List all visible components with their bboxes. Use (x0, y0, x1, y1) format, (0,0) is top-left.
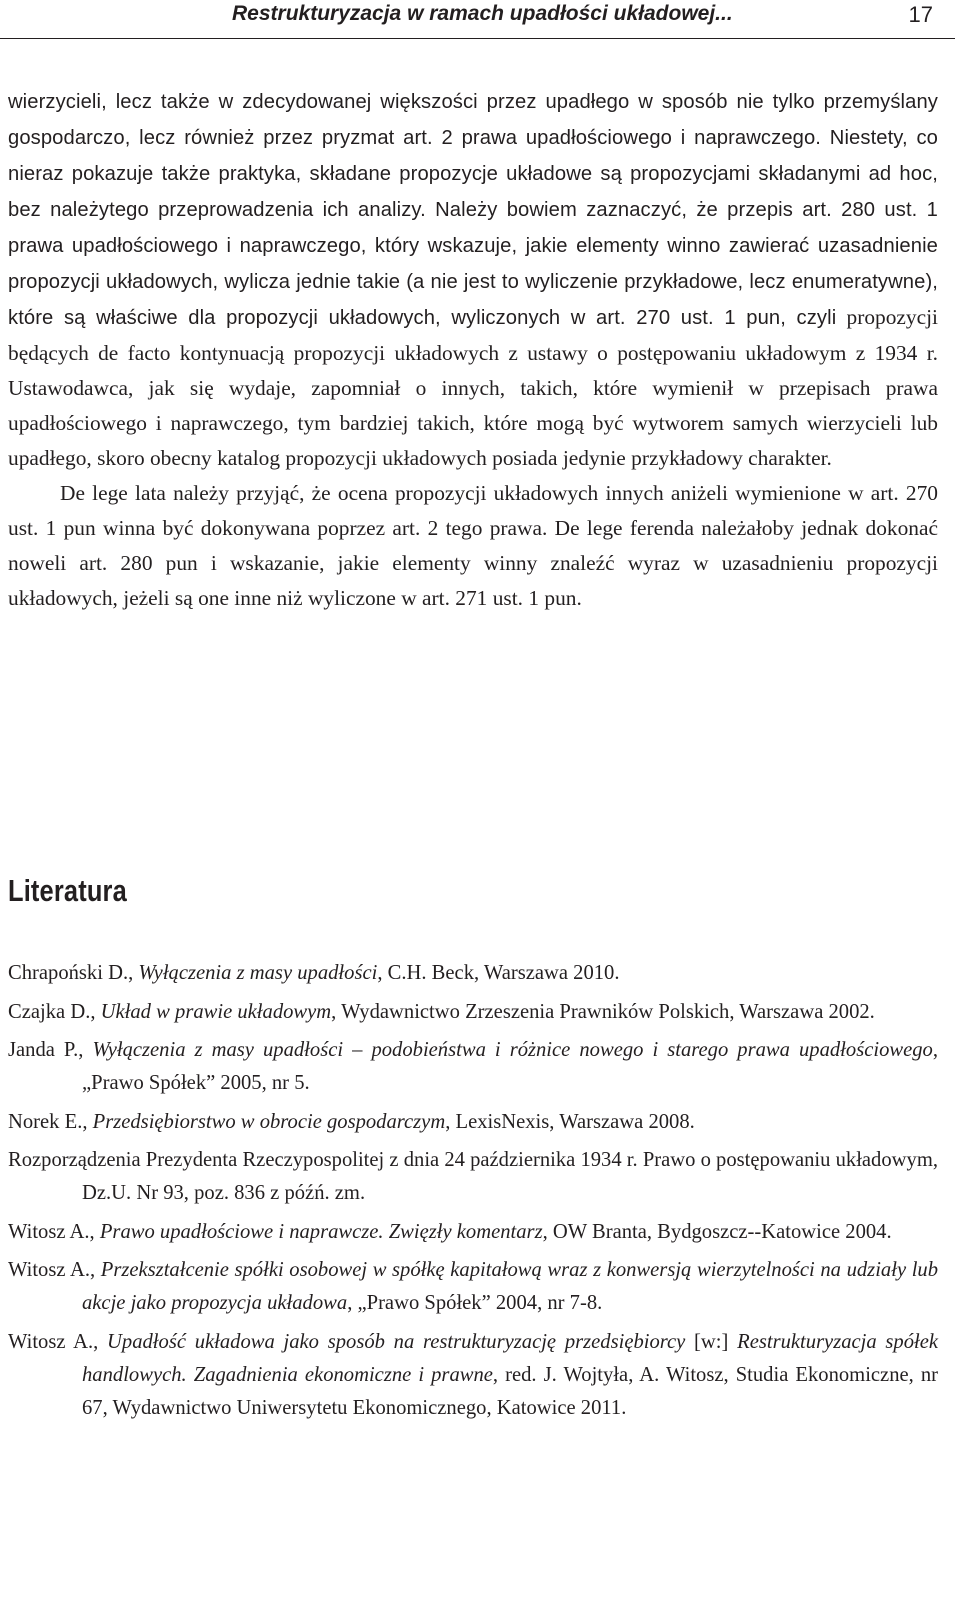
reference-separator: , (89, 1220, 100, 1243)
reference-item (8, 1034, 938, 1100)
reference-title: Upadłość układowa jako sposób na restrukturyzację przedsiębiorcy (107, 1330, 686, 1353)
reference-separator: , (93, 1330, 108, 1353)
reference-author: Witosz A. (8, 1330, 94, 1353)
reference-author: Czajka D. (8, 1000, 91, 1023)
reference-item (8, 1254, 938, 1320)
page-number: 17 (908, 2, 933, 27)
reference-separator: , (90, 1259, 101, 1281)
reference-author: Rozporządzenia Prezydenta Rzeczypospolitej z dnia 24 października 1934 r. Prawo o postępowaniu układowym, Dz.U. Nr 93, poz. 836 z późń. zm. (8, 1149, 938, 1204)
reference-title: Przedsiębiorstwo w obrocie gospodarczym (92, 1110, 446, 1133)
running-title: Restrukturyzacja w ramach upadłości układowej... (232, 2, 733, 25)
paragraph-2: De lege lata należy przyjąć, że ocena propozycji układowych innych aniżeli wymienione w art. 270 ust. 1 pun winna być dokonywana poprzez art. 2 tego prawa. De lege ferenda należałoby jednak dokonać noweli art. 280 pun i wskazanie, jakie elementy winny znaleźć wyraz w uzasadnieniu propozycji układowych, jeżeli są one inne niż wyliczone w art. 271 ust. 1 pun. (8, 481, 938, 610)
reference-details: , C.H. Beck, Warszawa 2010. (377, 962, 620, 984)
reference-item (8, 1326, 938, 1425)
reference-separator: , (90, 1000, 101, 1023)
reference-details: , OW Branta, Bydgoszcz--Katowice 2004. (542, 1220, 892, 1243)
reference-title: Wyłączenia z masy upadłości (138, 962, 378, 984)
reference-item (8, 1216, 938, 1249)
reference-title: Wyłączenia z masy upadłości – podobieństwa i różnice nowego i starego prawa upadłościowego (92, 1039, 933, 1061)
reference-separator: , (128, 962, 139, 984)
reference-details: [w:] (685, 1330, 738, 1353)
reference-details: , LexisNexis, Warszawa 2008. (445, 1110, 695, 1133)
reference-title: Układ w prawie układowym (100, 1000, 332, 1023)
reference-details: , „Prawo Spółek” 2004, nr 7-8. (347, 1292, 603, 1314)
reference-author: Witosz A. (8, 1220, 90, 1243)
reference-title: Przekształcenie spółki osobowej w spółkę kapitałową wraz z konwersją wierzytelności na udziały lub akcje jako propozycja układowa (82, 1259, 939, 1314)
body-text (8, 84, 938, 616)
reference-title-secondary: Restrukturyzacja spółek handlowych. Zagadnienia ekonomiczne i prawne (82, 1330, 939, 1386)
reference-author: Norek E. (8, 1110, 83, 1133)
reference-author: Janda P. (8, 1039, 79, 1061)
reference-title: Prawo upadłościowe i naprawcze. Zwięzły komentarz (99, 1220, 543, 1243)
paragraph-1-serif-part: propozycji będących de facto kontynuacją propozycji układowych z ustawy o postępowaniu układowym z 1934 r. Ustawodawca, jak się wydaje, zapomniał o innych, takich, które wymienił w przepisach prawa upadłościowego i naprawczego, tym bardziej takich, które mogą być wytworem samych wierzycieli lub upadłego, skoro obecny katalog propozycji układowych posiada jedynie przykładowy charakter. (8, 305, 938, 470)
reference-author: Chrapoński D. (8, 962, 129, 984)
paragraph-1 (8, 84, 938, 476)
paragraph-1-sans-part: wierzycieli, lecz także w zdecydowanej większości przez upadłego w sposób nie tylko przemyślany gospodarczo, lecz również przez pryzmat art. 2 prawa upadłościowego i naprawczego. Niestety, co nieraz pokazuje także praktyka, składane propozycje układowe są propozycjami składanymi ad hoc, bez należytego przeprowadzenia ich analizy. Należy bowiem zaznaczyć, że przepis art. 280 ust. 1 prawa upadłościowego i naprawczego, który wskazuje, jakie elementy winno zawierać uzasadnienie propozycji układowych, wylicza jednie takie (a nie jest to wyliczenie przykładowe, lecz enumeratywne), które są właściwe dla propozycji układowych, wyliczonych w art. 270 ust. 1 pun, czyli (8, 91, 938, 329)
reference-separator: , (78, 1039, 93, 1061)
reference-details-secondary: , red. J. Wojtyła, A. Witosz, Studia Ekonomiczne, nr 67, Wydawnictwo Uniwersytetu Ekonomicznego, Katowice 2011. (82, 1363, 938, 1419)
reference-item (8, 957, 938, 990)
reference-separator: , (82, 1110, 93, 1133)
reference-item (8, 1144, 938, 1210)
running-header (0, 0, 955, 39)
reference-item (8, 1106, 938, 1139)
reference-item (8, 996, 938, 1029)
reference-details: , Wydawnictwo Zrzeszenia Prawników Polskich, Warszawa 2002. (331, 1000, 875, 1023)
section-heading-literatura: Literatura (8, 873, 127, 908)
reference-author: Witosz A. (8, 1259, 91, 1281)
reference-list (8, 957, 938, 1430)
reference-details: , „Prawo Spółek” 2005, nr 5. (82, 1039, 939, 1094)
